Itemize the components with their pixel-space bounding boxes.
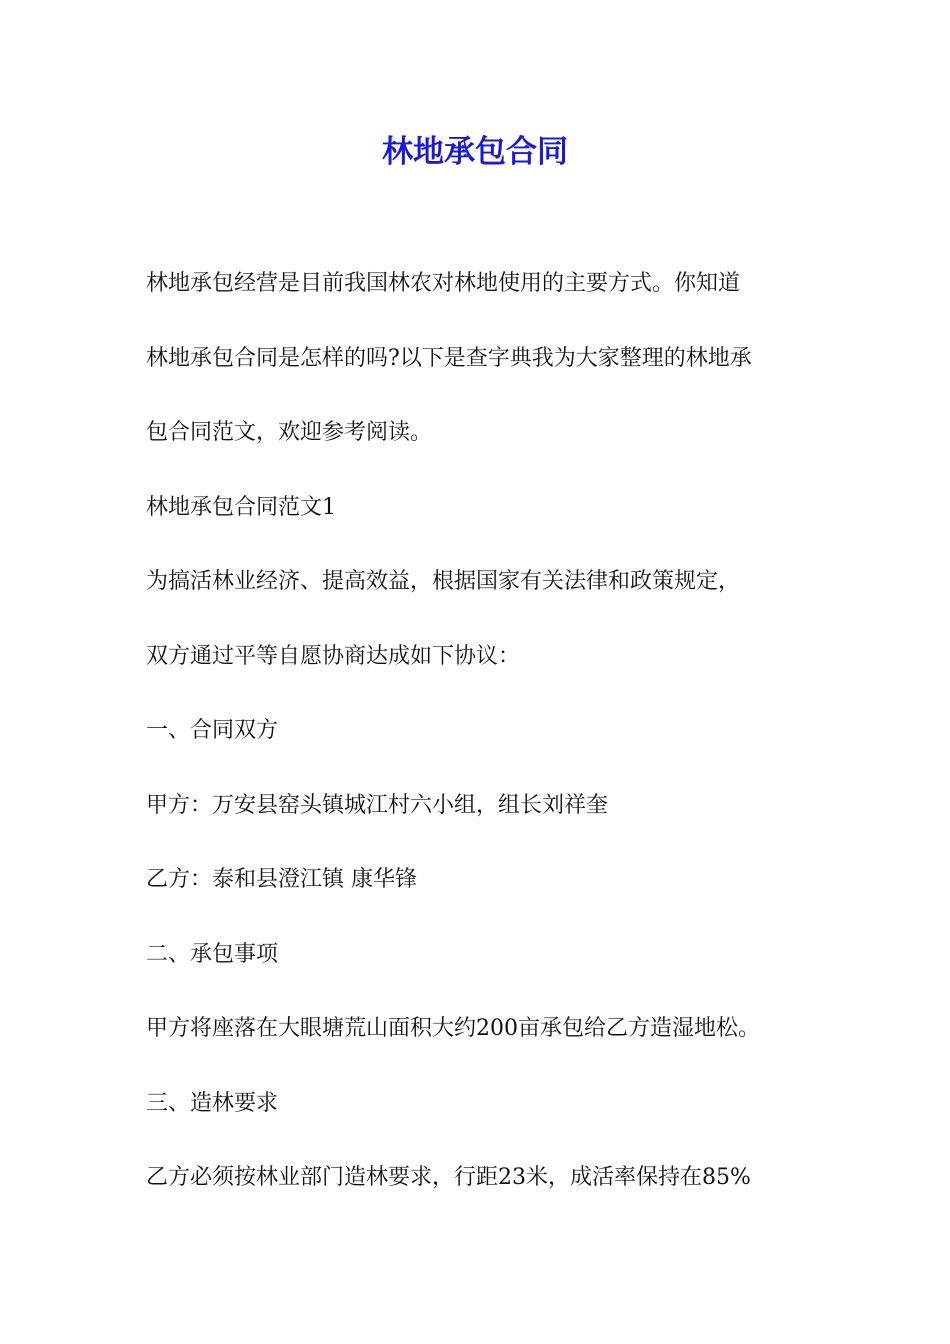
intro-line-3: 包合同范文，欢迎参考阅读。 [146,420,433,445]
contract-matters-line: 甲方将座落在大眼塘荒山面积大约200亩承包给乙方造湿地松。 [146,1016,760,1041]
section-heading-parties: 一、合同双方 [146,718,279,743]
section-heading-afforestation: 三、造林要求 [146,1090,279,1116]
document-title: 林地承包合同 [382,134,568,170]
sample-heading: 林地承包合同范文1 [146,494,336,520]
preamble-line-2: 双方通过平等自愿协商达成如下协议： [146,643,521,669]
intro-line-1: 林地承包经营是目前我国林农对林地使用的主要方式。你知道 [146,271,741,296]
document-body [146,262,816,1231]
afforestation-line: 乙方必须按林业部门造林要求，行距23米，成活率保持在85% [146,1165,751,1190]
preamble-line-1: 为搞活林业经济、提高效益，根据国家有关法律和政策规定， [146,569,741,594]
section-heading-contract-matters: 二、承包事项 [146,941,279,967]
intro-line-2: 林地承包合同是怎样的吗?以下是查字典我为大家整理的林地承 [146,345,752,371]
party-b-line: 乙方：泰和县澄江镇 康华锋 [146,867,417,892]
party-a-line: 甲方：万安县窑头镇城江村六小组，组长刘祥奎 [146,792,609,818]
